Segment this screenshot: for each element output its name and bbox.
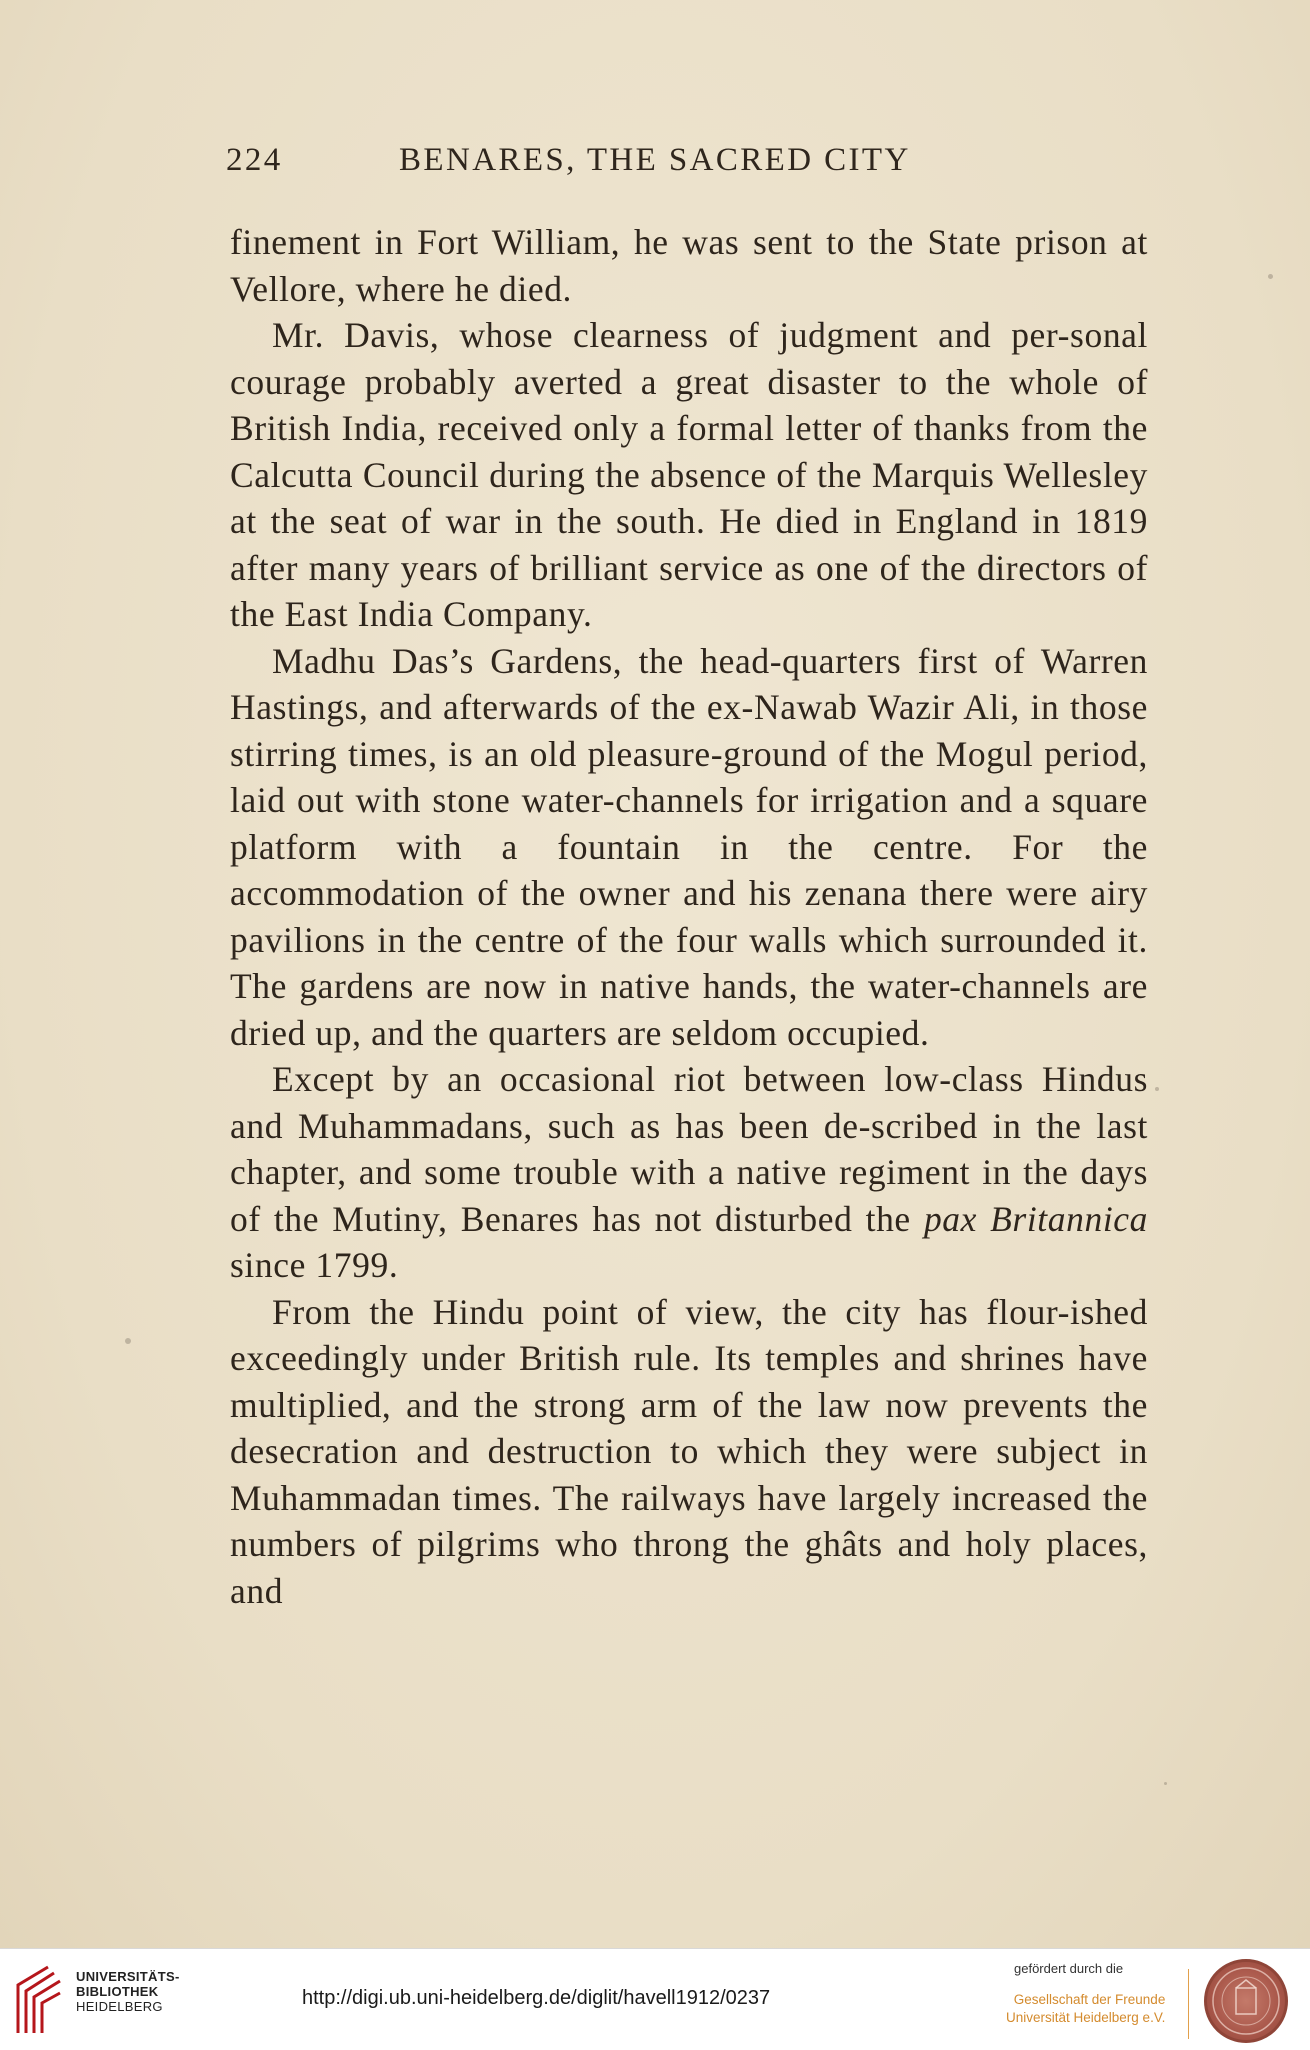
university-seal-icon xyxy=(1204,1959,1288,2043)
page-number: 224 xyxy=(226,142,283,178)
sponsor-name xyxy=(1006,1991,1165,2027)
permalink-url[interactable]: http://digi.ub.uni-heidelberg.de/diglit/havell1912/0237 xyxy=(302,1987,771,2009)
library-logo-icon xyxy=(14,1963,64,2037)
running-head xyxy=(226,142,1146,192)
paper-speck xyxy=(1268,274,1273,279)
paper-speck xyxy=(125,1338,131,1344)
library-name xyxy=(76,1969,180,2014)
paper-speck xyxy=(1164,1782,1167,1785)
paragraph-4 xyxy=(230,1056,1148,1289)
running-title: BENARES, THE SACRED CITY xyxy=(399,142,911,178)
paragraph-2: Mr. Davis, whose clearness of judgment and per-sonal courage probably averted a great disaster to the whole of British India, received only a formal letter of thanks from the Calcutta Council during the absence of the Marquis Wellesley at the seat of war in the south. He died in England in 1819 after many years of brilliant service as one of the directors of the East India Company. xyxy=(230,315,1148,634)
digitization-footer xyxy=(0,1948,1310,2050)
paragraph-1: finement in Fort William, he was sent to the State prison at Vellore, where he died. xyxy=(230,222,1148,309)
library-name-line: HEIDELBERG xyxy=(76,1999,163,2014)
paragraph-4-end: since 1799. xyxy=(230,1245,399,1285)
sponsor-note: gefördert durch die xyxy=(1014,1961,1124,1976)
library-name-line: UNIVERSITÄTS- xyxy=(76,1969,180,1984)
paper-speck xyxy=(1155,1087,1159,1091)
italic-phrase: pax Britannica xyxy=(923,1198,1148,1239)
paragraph-5: From the Hindu point of view, the city has flour-ished exceedingly under British rule. Its temples and shrines have multiplied, and the strong arm of the law now prevents the desecration and destruction to which they were subject in Muhammadan times. The railways have largely increased the numbers of pilgrims who throng the ghâts and holy places, and xyxy=(230,1291,1148,1611)
footer-divider xyxy=(1188,1969,1189,2039)
library-name-line: BIBLIOTHEK xyxy=(76,1984,159,1999)
paragraph-3: Madhu Das’s Gardens, the head-quarters first of Warren Hastings, and afterwards of the ex-Nawab Wazir Ali, in those stirring times, is an old pleasure-ground of the Mogul period, laid out with stone water-channels for irrigation and a square platform with a fountain in the centre. For the accommodation of the owner and his zenana there were airy pavilions in the centre of the four walls which surrounded it. The gardens are now in native hands, the water-channels are dried up, and the quarters are seldom occupied. xyxy=(230,640,1148,1053)
body-text xyxy=(230,219,1148,1614)
sponsor-name-line: Universität Heidelberg e.V. xyxy=(1006,2010,1166,2025)
paragraph-4-text: Except by an occasional riot between low-class Hindus and Muhammadans, such as has been de-scribed in the last chapter, and some trouble with a native regiment in the days of the Mutiny, Benares has not disturbed the xyxy=(230,1059,1148,1239)
sponsor-name-line: Gesellschaft der Freunde xyxy=(1013,1992,1166,2007)
